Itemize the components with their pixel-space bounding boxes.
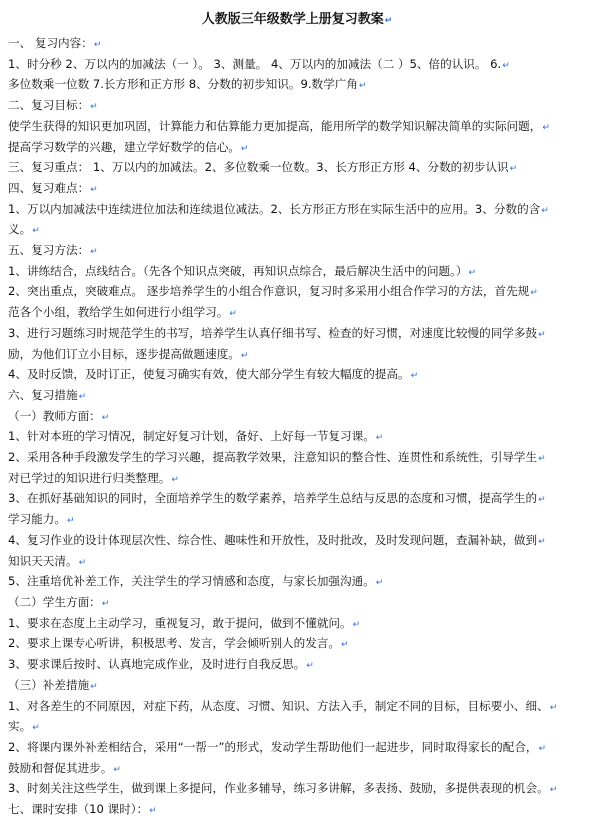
paragraph-mark-icon: ↵ <box>171 474 179 485</box>
paragraph-mark-icon: ↵ <box>375 578 384 589</box>
doc-body <box>8 34 586 821</box>
doc-line-text: 提高学习数学的兴趣，建立学好数学的信心。 <box>8 139 240 154</box>
doc-line <box>8 138 586 159</box>
doc-line <box>8 365 586 386</box>
paragraph-mark-icon: ↵ <box>538 495 546 506</box>
doc-line-text: 2、突出重点，突破难点。 逐步培养学生的小组合作意识，复习时多采用小组合作学习的方法，首先规 <box>8 284 530 299</box>
doc-line-text: 义。 <box>8 222 32 237</box>
doc-line <box>8 262 586 283</box>
paragraph-mark-icon: ↵ <box>101 598 110 609</box>
doc-line <box>8 572 586 593</box>
paragraph-mark-icon: ↵ <box>341 640 349 651</box>
doc-line-text: （一）教师方面： <box>8 408 101 423</box>
doc-line-text: 4、复习作业的设计体现层次性、综合性、趣味性和开放性，及时批改，及时发现问题，查漏补缺，做到 <box>8 532 538 547</box>
doc-line-text: （三）补差措施 <box>8 677 90 692</box>
doc-line-text: 1、时分秒 2、万以内的加减法（一 ）。 3、测量。 4、万以内的加减法（二 ）5、倍的认识。 6. <box>8 56 502 71</box>
doc-line-text: 二、复习目标： <box>8 98 90 113</box>
doc-line-text: 4、及时反馈，及时订正，使复习确实有效，使大部分学生有较大幅度的提高。 <box>8 367 410 382</box>
paragraph-mark-icon: ↵ <box>384 16 393 26</box>
paragraph-mark-icon: ↵ <box>352 619 361 630</box>
doc-line <box>8 55 586 76</box>
doc-line-text: 1、万以内加减法中连续进位加法和连续退位减法。2、长方形正方形在实际生活中的应用。3、分数的含 <box>8 201 541 216</box>
doc-line <box>8 34 586 55</box>
doc-line <box>8 96 586 117</box>
doc-line <box>8 759 586 780</box>
doc-line-text: 1、要求在态度上主动学习，重视复习，敢于提问，做到不懂就问。 <box>8 615 352 630</box>
paragraph-mark-icon: ↵ <box>90 102 98 113</box>
doc-line-text: 五、复习方法： <box>8 243 90 258</box>
doc-line <box>8 220 586 241</box>
doc-line <box>8 158 586 179</box>
doc-line-text: 1、对各差生的不同原因，对症下药，从态度、习惯、知识、方法入手，制定不同的目标，目标要小、细、 <box>8 698 549 713</box>
doc-line-text: 3、时刻关注这些学生，做到课上多提问，作业多辅导，练习多讲解，多表扬、鼓励，多提供表现的机会。 <box>8 781 549 796</box>
doc-line-text: 多位数乘一位数 7.长方形和正方形 8、分数的初步知识。9.数学广角 <box>8 77 358 92</box>
doc-line <box>8 800 586 821</box>
doc-line-text: 1、讲练结合，点线结合。（先各个知识点突破，再知识点综合，最后解决生活中的问题。） <box>8 263 468 278</box>
doc-line <box>8 676 586 697</box>
paragraph-mark-icon: ↵ <box>113 764 121 775</box>
doc-line-text: 3、在抓好基础知识的同时，全面培养学生的数学素养，培养学生总结与反思的态度和习惯，提高学生的 <box>8 491 538 506</box>
paragraph-mark-icon: ↵ <box>538 329 546 340</box>
doc-line-text: 励，为他们订立小目标，逐步提高做题速度。 <box>8 346 240 361</box>
paragraph-mark-icon: ↵ <box>240 350 249 361</box>
paragraph-mark-icon: ↵ <box>93 40 102 50</box>
doc-line <box>8 200 586 221</box>
doc-line-text: 1、针对本班的学习情况，制定好复习计划，备好、上好每一节复习课。 <box>8 429 375 444</box>
paragraph-mark-icon: ↵ <box>549 702 558 713</box>
doc-line <box>8 593 586 614</box>
doc-line <box>8 386 586 407</box>
paragraph-mark-icon: ↵ <box>468 267 477 278</box>
doc-line-text: 2、采用各种手段激发学生的学习兴趣，提高教学效果，注意知识的整合性、连贯性和系统性，引导学生 <box>8 450 538 465</box>
doc-line-text: 实。 <box>8 719 32 734</box>
paragraph-mark-icon: ↵ <box>32 226 40 237</box>
doc-line-text: 范各个小组，教给学生如何进行小组学习。 <box>8 305 229 320</box>
doc-line-text: 5、注重培优补差工作，关注学生的学习情感和态度，与家长加强沟通。 <box>8 574 375 589</box>
paragraph-mark-icon: ↵ <box>375 433 384 444</box>
doc-line <box>8 697 586 718</box>
doc-line <box>8 448 586 469</box>
doc-line-text: 四、复习难点： <box>8 180 90 195</box>
doc-line <box>8 738 586 759</box>
doc-title-text: 人教版三年级数学上册复习教案 <box>201 12 384 27</box>
doc-line-text: 三、复习重点： 1、万以内的加减法。2、多位数乘一位数。3、长方形正方形 4、分数的初步认识 <box>8 160 509 175</box>
paragraph-mark-icon: ↵ <box>549 785 558 796</box>
doc-line-text: 学习能力。 <box>8 512 66 527</box>
doc-line <box>8 117 586 138</box>
doc-line <box>8 614 586 635</box>
paragraph-mark-icon: ↵ <box>306 661 314 672</box>
paragraph-mark-icon: ↵ <box>90 184 98 195</box>
doc-line-text: 知识天天清。 <box>8 553 78 568</box>
doc-line-text: 使学生获得的知识更加巩固，计算能力和估算能力更加提高，能用所学的数学知识解决简单的实际问题， <box>8 118 542 133</box>
doc-line <box>8 407 586 428</box>
doc-line <box>8 717 586 738</box>
paragraph-mark-icon: ↵ <box>66 516 75 527</box>
doc-line-text: 3、进行习题练习时规范学生的书写，培养学生认真仔细书写、检查的好习惯，对速度比较慢的同学多鼓 <box>8 325 538 340</box>
paragraph-mark-icon: ↵ <box>149 806 157 817</box>
doc-line-text: 2、将课内课外补差相结合，采用“一帮一”的形式，发动学生帮助他们一起进步，同时取得家长的配合， <box>8 739 538 754</box>
doc-line-text: 一、 复习内容： <box>8 36 93 50</box>
doc-line <box>8 655 586 676</box>
paragraph-mark-icon: ↵ <box>538 743 547 754</box>
paragraph-mark-icon: ↵ <box>101 412 110 423</box>
doc-line <box>8 552 586 573</box>
doc-line-text: 鼓励和督促其进步。 <box>8 760 113 775</box>
doc-line-text: 对已学过的知识进行归类整理。 <box>8 470 171 485</box>
paragraph-mark-icon: ↵ <box>410 371 419 382</box>
paragraph-mark-icon: ↵ <box>229 309 237 320</box>
doc-line <box>8 779 586 800</box>
doc-line-text: 六、复习措施 <box>8 387 78 402</box>
doc-line <box>8 179 586 200</box>
paragraph-mark-icon: ↵ <box>90 247 98 258</box>
doc-line <box>8 469 586 490</box>
doc-line <box>8 303 586 324</box>
doc-line-text: （二）学生方面： <box>8 594 101 609</box>
doc-line <box>8 531 586 552</box>
doc-line-text: 3、要求课后按时、认真地完成作业，及时进行自我反思。 <box>8 657 306 672</box>
doc-line <box>8 241 586 262</box>
paragraph-mark-icon: ↵ <box>538 454 546 465</box>
doc-line <box>8 345 586 366</box>
paragraph-mark-icon: ↵ <box>32 723 40 734</box>
paragraph-mark-icon: ↵ <box>90 681 98 692</box>
doc-line <box>8 75 586 96</box>
paragraph-mark-icon: ↵ <box>240 143 249 154</box>
paragraph-mark-icon: ↵ <box>530 288 538 299</box>
paragraph-mark-icon: ↵ <box>358 81 367 92</box>
paragraph-mark-icon: ↵ <box>78 391 87 402</box>
paragraph-mark-icon: ↵ <box>78 557 87 568</box>
doc-line <box>8 510 586 531</box>
paragraph-mark-icon: ↵ <box>542 122 550 133</box>
doc-line-text: 七、课时安排（10 课时）： <box>8 802 149 817</box>
doc-title <box>8 10 586 32</box>
doc-line <box>8 634 586 655</box>
doc-line <box>8 282 586 303</box>
doc-line <box>8 489 586 510</box>
paragraph-mark-icon: ↵ <box>538 536 546 547</box>
doc-line <box>8 427 586 448</box>
doc-line <box>8 324 586 345</box>
paragraph-mark-icon: ↵ <box>541 205 549 216</box>
paragraph-mark-icon: ↵ <box>509 164 518 175</box>
paragraph-mark-icon: ↵ <box>502 60 510 71</box>
doc-line-text: 2、要求上课专心听讲，积极思考、发言，学会倾听别人的发言。 <box>8 636 341 651</box>
